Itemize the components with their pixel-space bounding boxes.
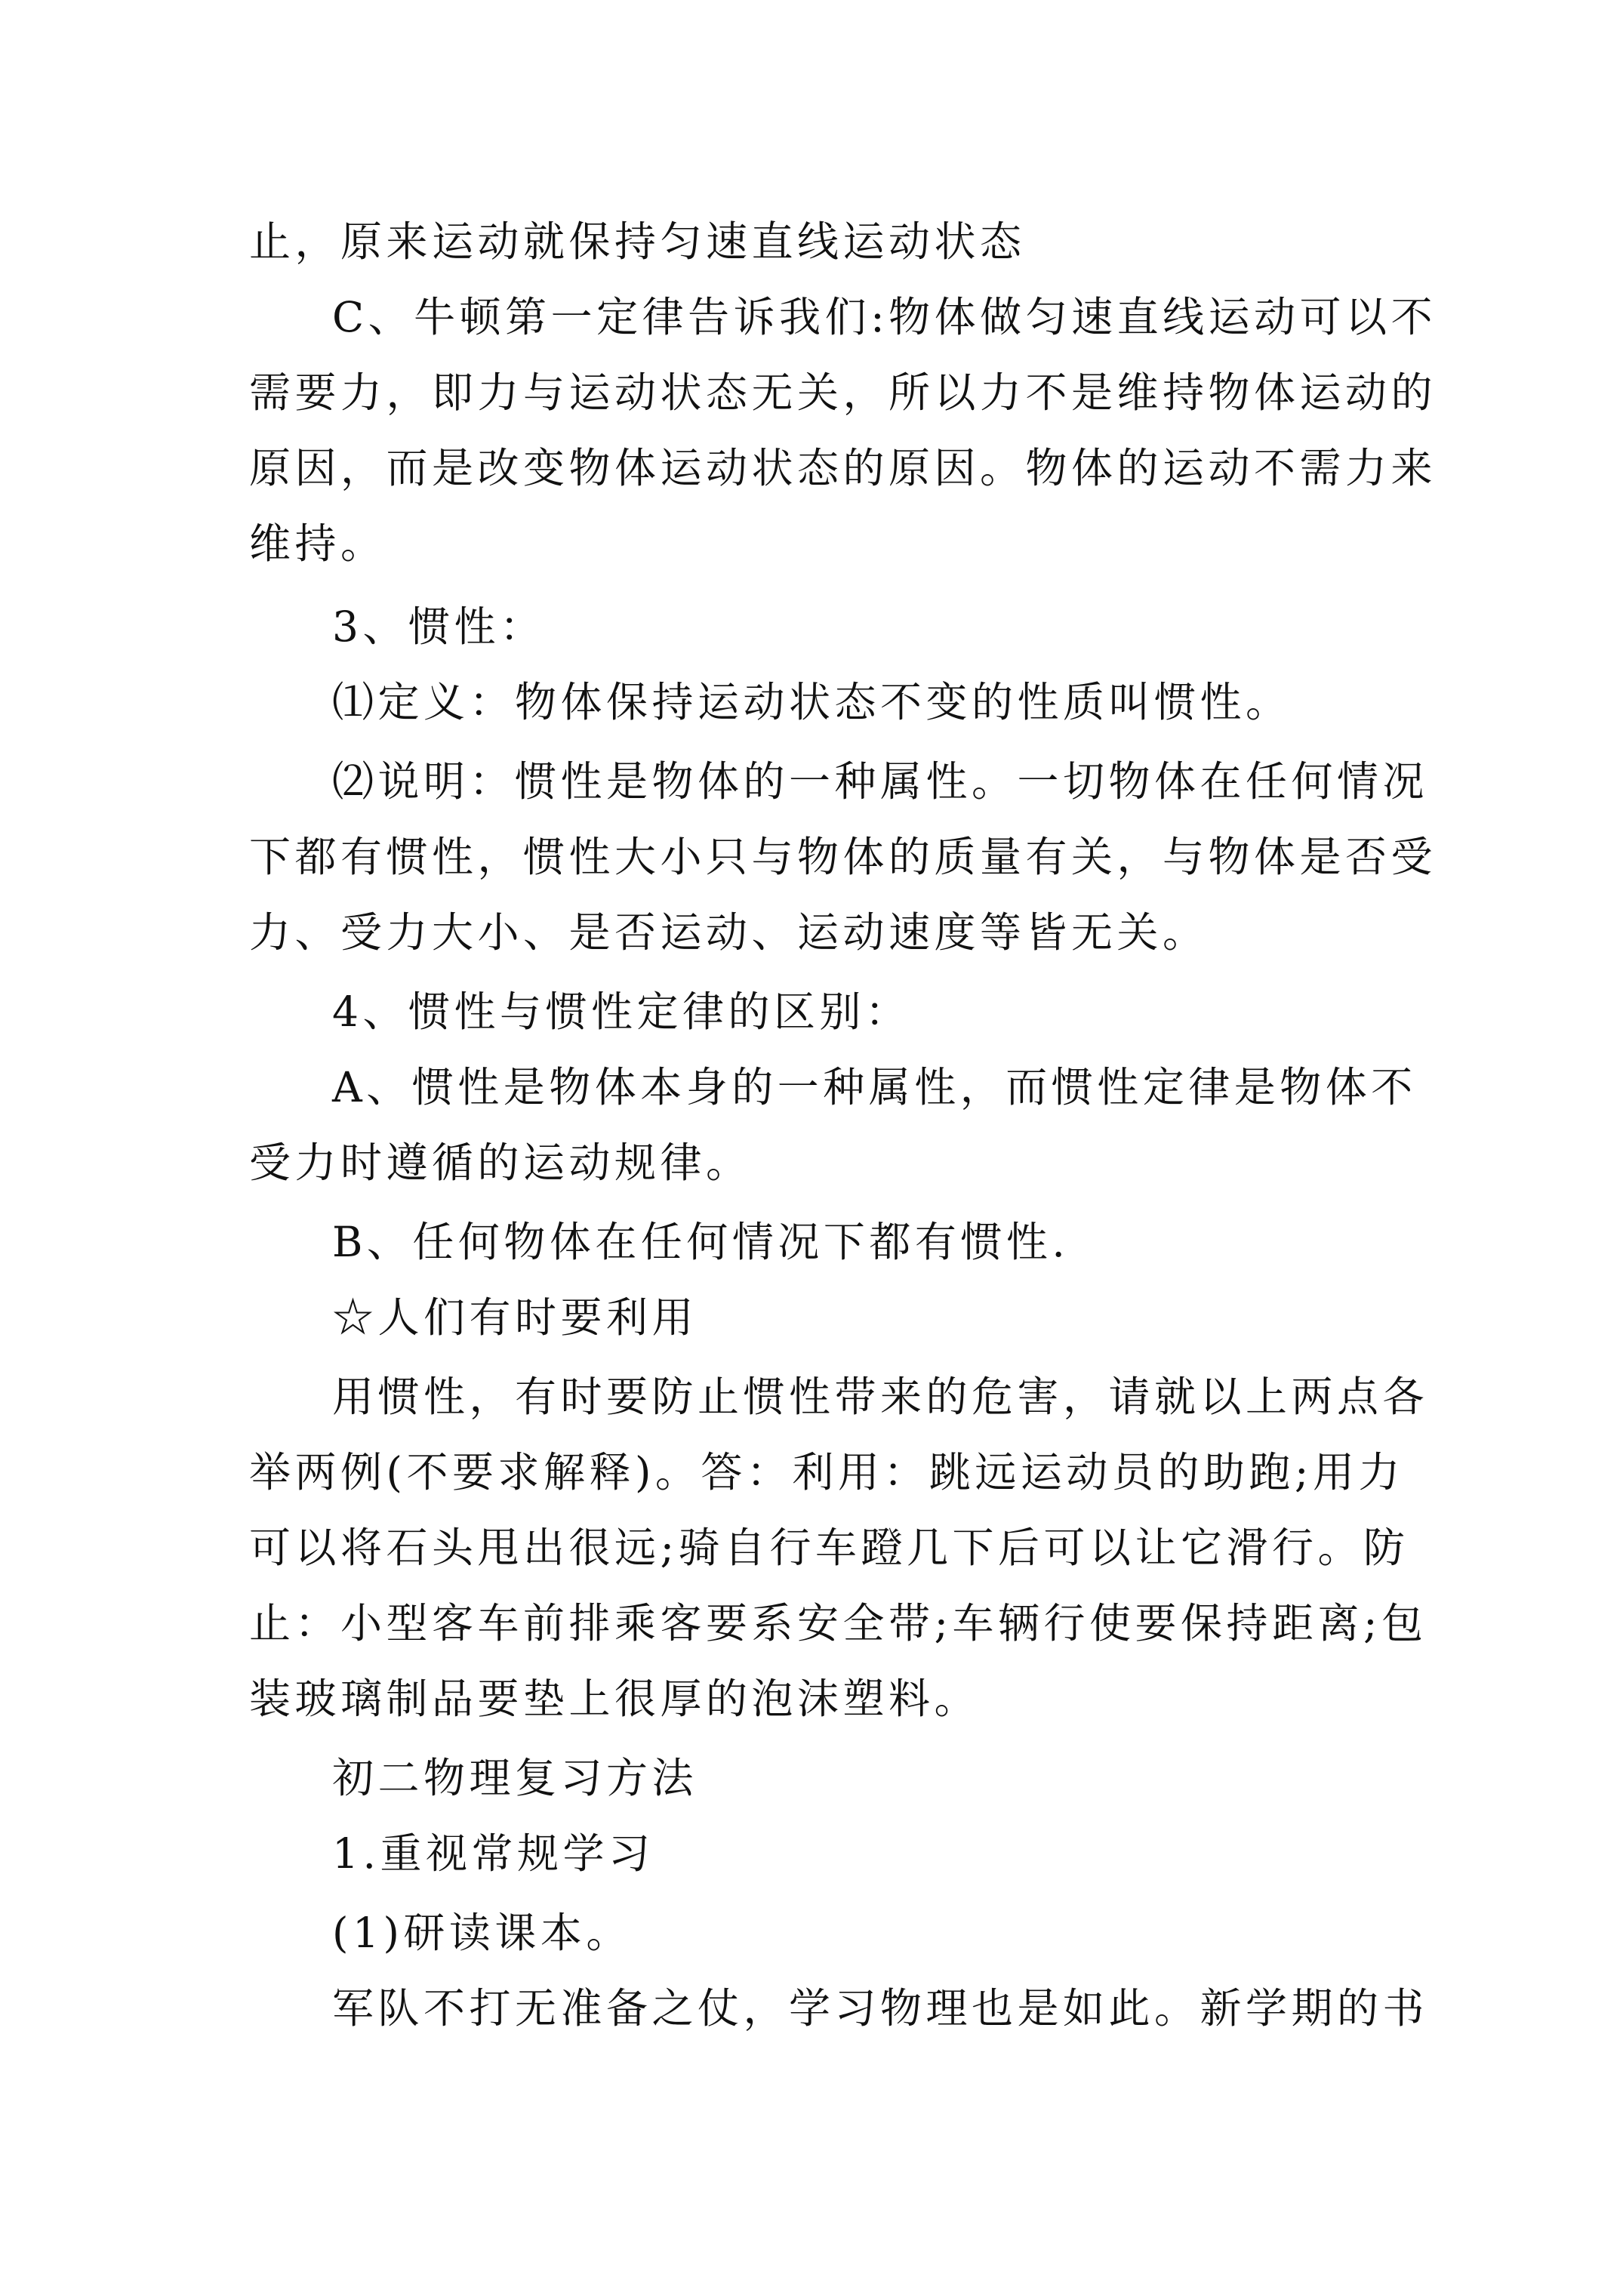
text-line: 军队不打无准备之仗，学习物理也是如此。新学期的书 bbox=[332, 1984, 1429, 2032]
text-line: 下都有惯性，惯性大小只与物体的质量有关，与物体是否受 bbox=[249, 833, 1437, 881]
text-line: ☆人们有时要利用 bbox=[332, 1293, 698, 1342]
text-line: 止：小型客车前排乘客要系安全带;车辆行使要保持距离;包 bbox=[249, 1599, 1427, 1647]
text-line: 装玻璃制品要垫上很厚的泡沫塑料。 bbox=[249, 1675, 981, 1723]
text-line: 受力时遵循的运动规律。 bbox=[249, 1139, 752, 1187]
text-line: 止，原来运动就保持匀速直线运动状态 bbox=[249, 217, 1026, 266]
section-heading: 初二物理复习方法 bbox=[332, 1754, 698, 1802]
text-line: 可以将石头甩出很远;骑自行车蹬几下后可以让它滑行。防 bbox=[249, 1524, 1409, 1572]
text-line: 原因，而是改变物体运动状态的原因。物体的运动不需力来 bbox=[249, 444, 1437, 492]
section-heading: 1.重视常规学习 bbox=[332, 1829, 654, 1878]
text-line: 用惯性，有时要防止惯性带来的危害，请就以上两点各 bbox=[332, 1373, 1429, 1421]
text-line: B、任何物体在任何情况下都有惯性. bbox=[332, 1218, 1070, 1266]
text-line: 维持。 bbox=[249, 519, 387, 568]
text-line: 力、受力大小、是否运动、运动速度等皆无关。 bbox=[249, 908, 1209, 957]
text-line: ⑵说明：惯性是物体的一种属性。一切物体在任何情况 bbox=[332, 757, 1429, 806]
section-heading: 3、惯性： bbox=[332, 603, 546, 651]
text-line: 需要力，即力与运动状态无关，所以力不是维持物体运动的 bbox=[249, 368, 1437, 417]
text-line: A、惯性是物体本身的一种属性，而惯性定律是物体不 bbox=[332, 1063, 1417, 1111]
section-heading: 4、惯性与惯性定律的区别： bbox=[332, 988, 911, 1036]
text-line: 举两例(不要求解释)。答：利用：跳远运动员的助跑;用力 bbox=[249, 1448, 1404, 1496]
text-line: (1)研读课本。 bbox=[332, 1909, 632, 1957]
text-line: ⑴定义：物体保持运动状态不变的性质叫惯性。 bbox=[332, 678, 1292, 726]
text-line: C、牛顿第一定律告诉我们:物体做匀速直线运动可以不 bbox=[332, 293, 1437, 341]
